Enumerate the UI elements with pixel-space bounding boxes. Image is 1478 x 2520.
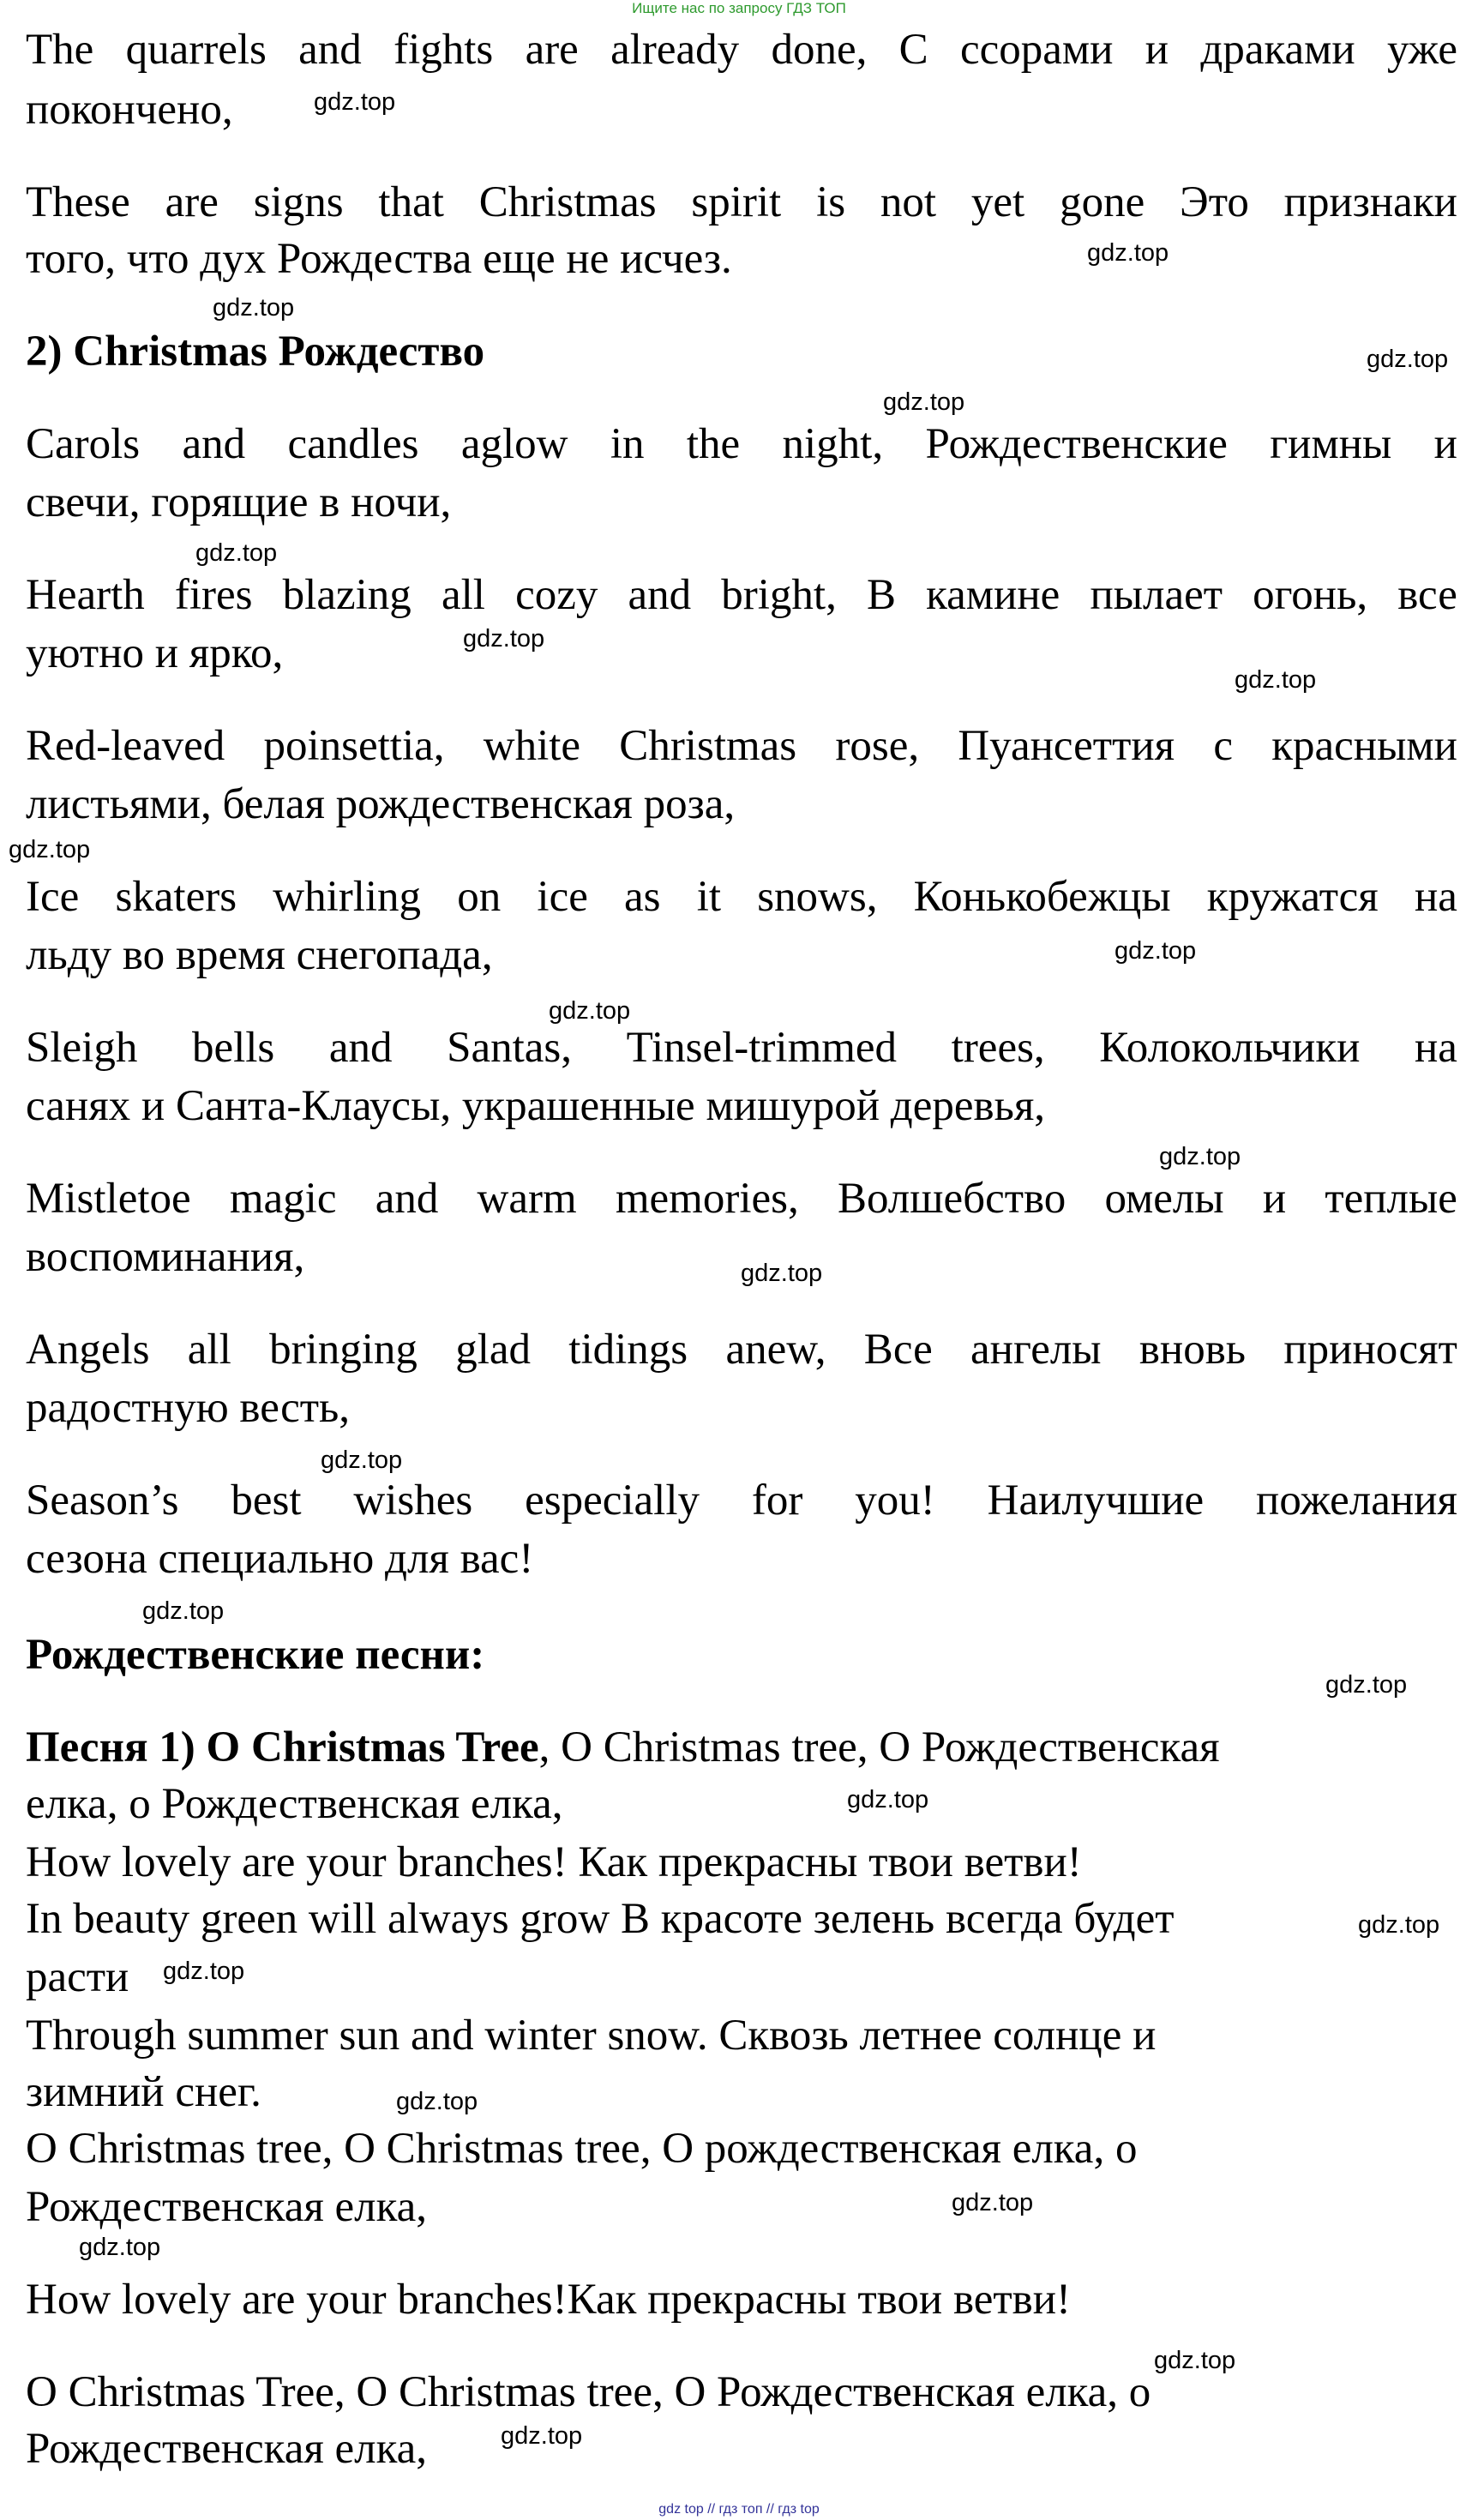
word: night, [782,420,884,468]
word: The [26,26,94,74]
word: Ice [26,873,80,921]
word: best [231,1477,302,1525]
poem-line [26,720,1457,772]
song-line: Through summer sun and winter snow. Сквозь летнее солнце и [26,2012,1157,2060]
song-line: How lovely are your branches!Как прекрасны твои ветви! [26,2276,1072,2324]
poem-line [26,871,1457,923]
word: на [1414,873,1457,921]
poem-line [26,1324,1457,1375]
watermark: gdz.top [847,1786,929,1813]
word: приносят [1283,1326,1457,1374]
watermark: gdz.top [79,2234,161,2261]
word: quarrels [125,26,267,74]
song-line: Рождественская елка, [26,2183,428,2231]
word: Christmas [619,722,797,770]
word: Колокольчики [1099,1024,1361,1072]
word: Red-leaved [26,722,225,770]
word: is [816,178,846,226]
poem-line: уютно и ярко, [26,629,284,677]
watermark: gdz.top [741,1260,823,1287]
word: These [26,178,130,226]
word: signs [253,178,344,226]
song-line: O Christmas Tree, O Christmas tree, О Рождественская елка, о [26,2368,1151,2416]
song-line: O Christmas tree, O Christmas tree, О рождественская елка, о [26,2125,1138,2173]
word: на [1414,1024,1457,1072]
word: candles [287,420,419,468]
word: уже [1386,26,1457,74]
word: all [441,571,485,619]
poem-line [26,177,1457,228]
poem-line [26,418,1457,470]
watermark: gdz.top [1115,937,1197,965]
word: С [898,26,928,74]
word: the [686,420,741,468]
footer-note: gdz top // гдз топ // гдз top [658,2502,820,2517]
watermark: gdz.top [142,1597,225,1625]
word: Mistletoe [26,1175,191,1223]
word: и [1433,420,1457,468]
poem-line: воспоминания, [26,1233,305,1281]
word: и [1145,26,1169,74]
watermark: gdz.top [1325,1671,1408,1699]
song-line: Рождественская елка, [26,2425,428,2473]
word: bells [191,1024,275,1072]
word: кружатся [1206,873,1379,921]
watermark: gdz.top [195,539,278,567]
word: whirling [273,873,422,921]
watermark: gdz.top [213,294,295,322]
word: all [187,1326,231,1374]
poem-line [26,1022,1457,1074]
watermark: gdz.top [1087,239,1169,267]
poem-line: радостную весть, [26,1384,351,1432]
word: Santas, [447,1024,572,1072]
word: spirit [691,178,782,226]
word: tidings [568,1326,688,1374]
word: огонь, [1253,571,1368,619]
word: Волшебство [837,1175,1066,1223]
song-line: елка, о Рождественская елка, [26,1780,563,1828]
word: Season’s [26,1477,179,1525]
word: и [1262,1175,1287,1223]
word: Carols [26,420,141,468]
watermark: gdz.top [1358,1911,1440,1939]
word: white [483,722,581,770]
poem-line [26,1173,1457,1224]
watermark: gdz.top [396,2088,478,2115]
word: trees, [951,1024,1045,1072]
poem-line [26,24,1457,75]
watermark: gdz.top [952,2189,1034,2216]
word: Конькобежцы [913,873,1171,921]
word: skaters [115,873,237,921]
word: Пуансеттия [958,722,1175,770]
word: Это [1180,178,1249,226]
poem-line: льду во время снегопада, [26,931,493,979]
word: признаки [1283,178,1457,226]
watermark: gdz.top [463,625,545,653]
watermark: gdz.top [883,388,965,416]
poem-line: санях и Санта-Клаусы, украшенные мишурой деревья, [26,1082,1046,1130]
word: gone [1060,178,1145,226]
word: Hearth [26,571,145,619]
word: драками [1200,26,1355,74]
watermark: gdz.top [1159,1143,1241,1170]
word: Christmas [478,178,657,226]
word: Angels [26,1326,150,1374]
word: and [628,571,692,619]
word: snows, [757,873,878,921]
word: aglow [460,420,568,468]
word: and [298,26,362,74]
word: Sleigh [26,1024,138,1072]
poem-line: покончено, [26,86,233,134]
word: are [525,26,579,74]
word: in [610,420,645,468]
word: anew, [725,1326,826,1374]
poem-line: сезона специально для вас! [26,1535,534,1583]
word: as [624,873,661,921]
watermark: gdz.top [321,1446,403,1474]
word: rose, [835,722,920,770]
watermark: gdz.top [1235,666,1317,694]
word: and [328,1024,393,1072]
word: and [375,1175,439,1223]
word: Tinsel-trimmed [626,1024,898,1072]
word: on [457,873,502,921]
watermark: gdz.top [501,2422,583,2450]
word: blazing [282,571,412,619]
word: not [880,178,937,226]
word: magic [229,1175,337,1223]
word: fights [394,26,494,74]
word: it [696,873,722,921]
word: warm [477,1175,577,1223]
songs-heading: Рождественские песни: [26,1631,485,1679]
song-line [26,1722,1220,1773]
word: пылает [1090,571,1223,619]
word: Рождественские [925,420,1228,468]
word: омелы [1104,1175,1224,1223]
word: теплые [1325,1175,1457,1223]
watermark: gdz.top [9,836,91,863]
poem-heading: 2) Christmas Рождество [26,328,485,376]
watermark: gdz.top [1367,346,1449,373]
word: камине [926,571,1060,619]
word: ice [537,873,588,921]
song-line: расти [26,1953,129,2001]
song-title: Песня 1) O Christmas Tree [26,1723,539,1771]
poem-line [26,569,1457,621]
word: especially [525,1477,700,1525]
watermark: gdz.top [1154,2347,1236,2374]
word: bringing [269,1326,418,1374]
word: cozy [515,571,598,619]
word: that [378,178,444,226]
word: все [1397,571,1457,619]
word: done, [771,26,868,74]
word: poinsettia, [263,722,445,770]
poem-line: листьями, белая рождественская роза, [26,780,736,828]
top-banner: Ищите нас по запросу ГДЗ ТОП [632,0,846,16]
word: гимны [1270,420,1392,468]
word: yet [970,178,1025,226]
song-line-text: , O Christmas tree, О Рождественская [538,1723,1220,1771]
word: wishes [353,1477,473,1525]
watermark: gdz.top [549,997,631,1025]
watermark: gdz.top [314,88,396,116]
word: memories, [615,1175,799,1223]
song-line: зимний снег. [26,2068,261,2116]
word: В [866,571,897,619]
song-line: How lovely are your branches! Как прекрасны твои ветви! [26,1838,1082,1886]
word: пожелания [1256,1477,1457,1525]
word: are [165,178,219,226]
word: красными [1271,722,1457,770]
word: bright, [721,571,837,619]
poem-line: того, что дух Рождества еще не исчез. [26,235,732,283]
poem-line [26,1475,1457,1526]
word: for [751,1477,803,1525]
word: вновь [1139,1326,1247,1374]
word: ангелы [970,1326,1102,1374]
word: Наилучшие [987,1477,1205,1525]
word: Все [863,1326,933,1374]
word: already [610,26,740,74]
word: fires [174,571,253,619]
word: ссорами [960,26,1114,74]
song-line: In beauty green will always grow В красоте зелень всегда будет [26,1895,1175,1943]
word: glad [455,1326,531,1374]
poem-line: свечи, горящие в ночи, [26,478,452,526]
word: and [182,420,246,468]
word: с [1213,722,1234,770]
watermark: gdz.top [163,1958,245,1985]
word: you! [855,1477,935,1525]
